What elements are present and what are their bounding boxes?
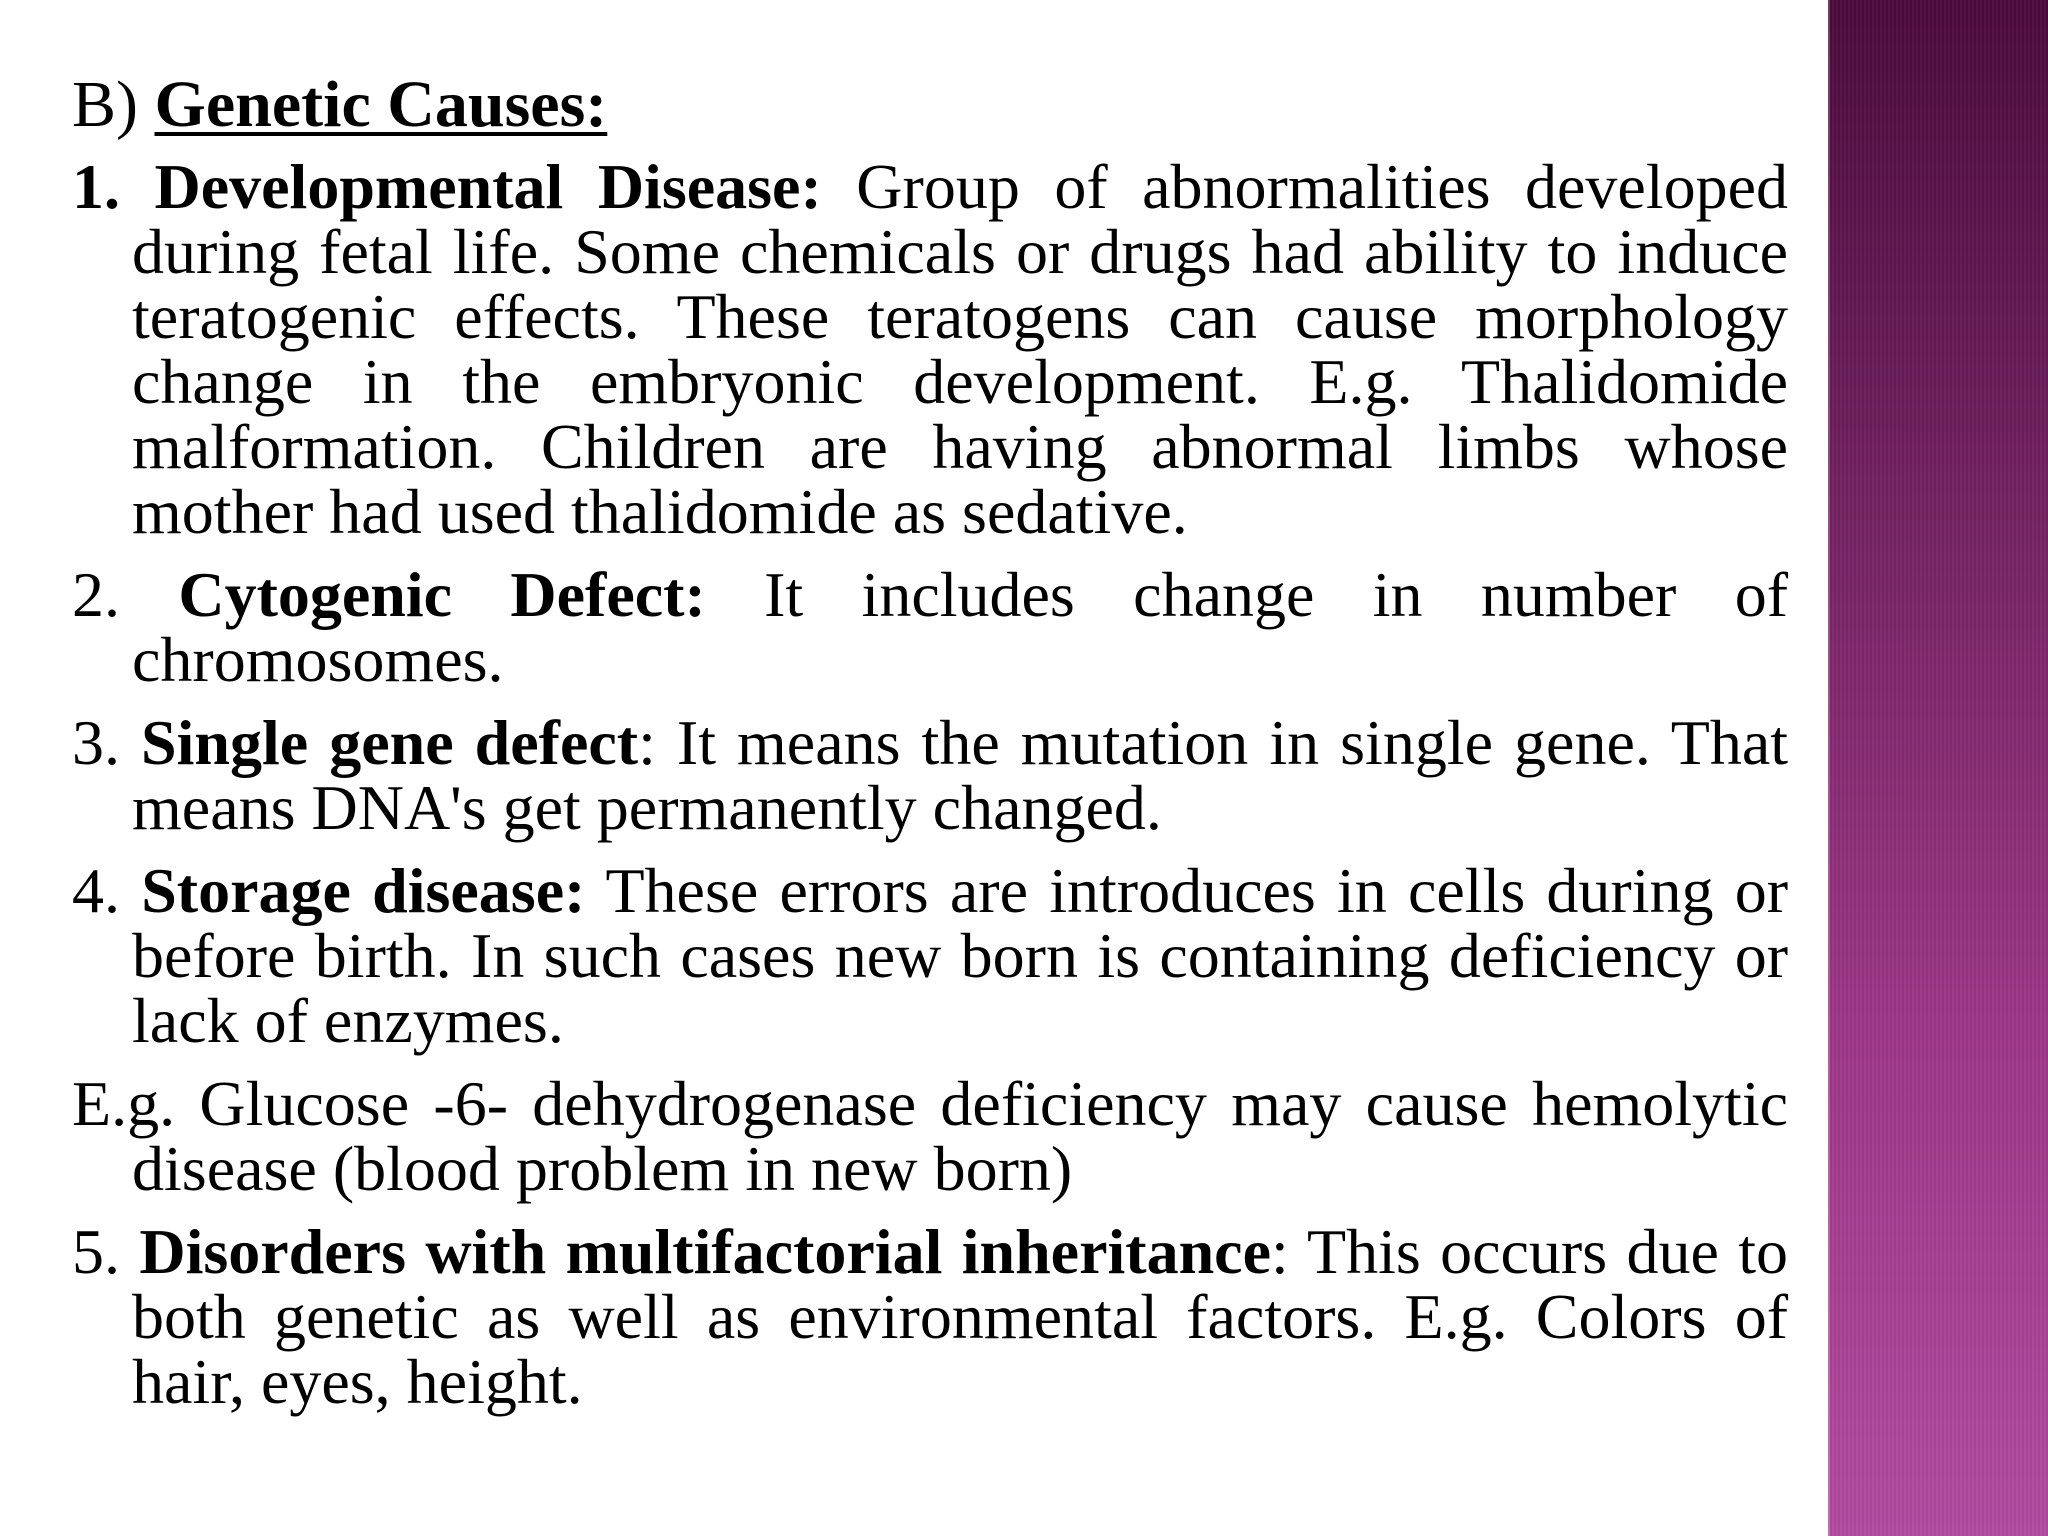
list-item-cytogenic-defect bbox=[72, 559, 1789, 695]
item-text: It includes change in number of chromosomes. bbox=[132, 559, 1789, 695]
side-band-edge bbox=[1828, 0, 1830, 1536]
item-label: 1. bbox=[72, 151, 155, 222]
item-label: 3. bbox=[72, 707, 142, 778]
item-term: Developmental Disease: bbox=[154, 151, 822, 222]
item-text: : This occurs due to both genetic as well as environmental factors. E.g. Colors of hair, eyes, height. bbox=[132, 1216, 1789, 1417]
item-label: 5. bbox=[72, 1216, 140, 1287]
list-item-multifactorial-inheritance bbox=[72, 1216, 1789, 1417]
item-term: Single gene defect bbox=[141, 707, 639, 778]
slide-content bbox=[72, 64, 1788, 1432]
heading-title: Genetic Causes: bbox=[154, 68, 608, 141]
item-text: E.g. Glucose -6- dehydrogenase deficiency may cause hemolytic disease (blood problem in new born) bbox=[72, 1068, 1788, 1204]
item-text: These errors are introduces in cells during or before birth. In such cases new born is containing deficiency or lack of enzymes. bbox=[132, 855, 1788, 1056]
slide-heading bbox=[72, 64, 1788, 146]
item-text: : It means the mutation in single gene. That means DNA's get permanently changed. bbox=[132, 707, 1789, 843]
heading-prefix: B) bbox=[72, 68, 155, 141]
list-item-example-glucose bbox=[72, 1068, 1788, 1204]
list-item-storage-disease bbox=[72, 855, 1788, 1056]
list-item-single-gene-defect bbox=[72, 707, 1789, 843]
list-item-developmental-disease bbox=[72, 151, 1789, 547]
item-term: Storage disease: bbox=[141, 855, 586, 926]
decorative-side-band bbox=[1828, 0, 2048, 1536]
item-term: Disorders with multifactorial inheritance bbox=[139, 1216, 1271, 1287]
item-label: 2. bbox=[72, 559, 179, 630]
item-term: Cytogenic Defect: bbox=[178, 559, 706, 630]
item-label: 4. bbox=[72, 855, 142, 926]
item-text: Group of abnormalities developed during fetal life. Some chemicals or drugs had ability to induce teratogenic effects. These teratogens can cause morphology change in the embryonic development. E.g. Thalidomide malformation. Children are having abnormal limbs whose mother had used thalidomide as sedative. bbox=[132, 151, 1789, 547]
